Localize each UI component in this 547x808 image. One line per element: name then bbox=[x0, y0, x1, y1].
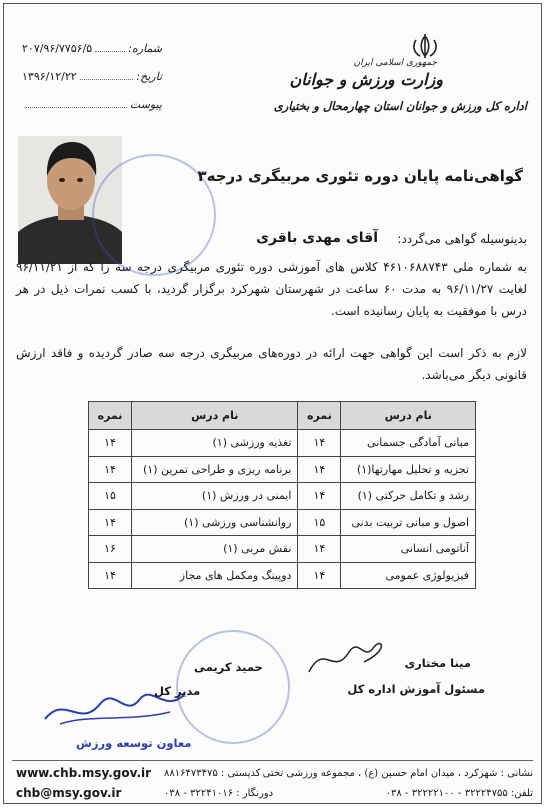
attachment-row bbox=[22, 98, 162, 111]
date-label: تاریخ: bbox=[136, 70, 162, 83]
certificate-page bbox=[3, 3, 542, 804]
course-cell: رشد و تکامل حرکتی (۱) bbox=[341, 483, 476, 510]
left-signature-scribble bbox=[40, 674, 190, 734]
date-row bbox=[22, 70, 162, 83]
course-cell: تغذیه ورزشی (۱) bbox=[132, 430, 298, 457]
left-signer-title: مدیر کل bbox=[154, 684, 201, 698]
score-header: نمره bbox=[298, 402, 341, 430]
course-cell: مبانی آمادگی جسمانی bbox=[341, 430, 476, 457]
score-cell: ۱۴ bbox=[298, 536, 341, 563]
course-cell: برنامه ریزی و طراحی تمرین (۱) bbox=[132, 456, 298, 483]
table-row bbox=[89, 483, 476, 510]
left-signer-name: حمید کریمی bbox=[194, 660, 263, 674]
directorate-title: اداره کل ورزش و جوانان استان چهارمحال و بختیاری bbox=[273, 99, 527, 113]
course-cell: روانشناسی ورزشی (۱) bbox=[132, 509, 298, 536]
course-cell: دوپینگ ومکمل های مجاز bbox=[132, 562, 298, 589]
certificate-notice: لازم به ذکر است این گواهی جهت ارائه در دوره‌های مربیگری درجه سه صادر گردیده و فاقد ارزش قانونی دیگر می‌باشد. bbox=[16, 346, 527, 382]
score-cell: ۱۴ bbox=[298, 430, 341, 457]
certificate-title: گواهی‌نامه پایان دوره تئوری مربیگری درجه۳ bbox=[197, 167, 523, 185]
number-value: ۲۰۷/۹۶/۷۷۵۶/۵ bbox=[22, 42, 93, 55]
attachment-label: پیوست bbox=[129, 98, 162, 111]
course-cell: ایمنی در ورزش (۱) bbox=[132, 483, 298, 510]
course-cell: نقش مربی (۱) bbox=[132, 536, 298, 563]
footer-divider bbox=[12, 760, 533, 761]
date-value: ۱۳۹۶/۱۲/۲۲ bbox=[22, 70, 77, 83]
course-cell: آناتومی انسانی bbox=[341, 536, 476, 563]
score-cell: ۱۴ bbox=[89, 456, 132, 483]
score-cell: ۱۴ bbox=[298, 483, 341, 510]
grades-table bbox=[88, 401, 476, 589]
certificate-intro: بدینوسیله گواهی می‌گردد: bbox=[397, 232, 527, 246]
right-signature-scribble bbox=[304, 632, 394, 682]
score-header: نمره bbox=[89, 402, 132, 430]
website-link[interactable]: www.chb.msy.gov.ir bbox=[16, 766, 152, 780]
course-cell: تجزیه و تحلیل مهارتها(۱) bbox=[341, 456, 476, 483]
table-row bbox=[89, 562, 476, 589]
score-cell: ۱۵ bbox=[89, 483, 132, 510]
score-cell: ۱۴ bbox=[89, 430, 132, 457]
right-signer-title: مسئول آموزش اداره کل bbox=[347, 682, 485, 696]
score-cell: ۱۴ bbox=[298, 562, 341, 589]
score-cell: ۱۶ bbox=[89, 536, 132, 563]
score-cell: ۱۵ bbox=[298, 509, 341, 536]
footer-phone: تلفن: ۳۲۲۲۴۷۵۵ - ۳۲۲۲۲۱۰۰ - ۰۳۸ bbox=[385, 788, 533, 799]
right-signer-name: مینا مختاری bbox=[404, 656, 471, 670]
footer-postal: کدپستی : ۸۸۱۶۴۷۳۴۷۵ bbox=[164, 768, 261, 779]
number-row bbox=[22, 42, 162, 55]
course-cell: اصول و مبانی تربیت بدنی bbox=[341, 509, 476, 536]
grades-header-row bbox=[89, 402, 476, 430]
recipient-name: آقای مهدی باقری bbox=[256, 230, 378, 246]
course-header: نام درس bbox=[341, 402, 476, 430]
ministry-title: وزارت ورزش و جوانان bbox=[289, 70, 443, 89]
table-row bbox=[89, 509, 476, 536]
footer-fax: دورنگار : ۳۲۲۴۱۰۱۶ - ۰۳۸ bbox=[164, 788, 274, 799]
left-signer-subtitle: معاون توسعه ورزش bbox=[76, 736, 192, 750]
course-header: نام درس bbox=[132, 402, 298, 430]
score-cell: ۱۴ bbox=[89, 509, 132, 536]
score-cell: ۱۴ bbox=[298, 456, 341, 483]
number-label: شماره: bbox=[128, 42, 162, 55]
certificate-paragraph: به شماره ملی ۴۶۱۰۶۸۸۷۴۳ کلاس های آموزشی دوره تئوری مربیگری درجه سه را که از ۹۶/۱۱/۲۱ لغایت ۹۶/۱۱/۲۷ به مدت ۶۰ ساعت در شهرستان شهرکرد برگزار گردید، با کسب نمرات ذیل در هر درس با موفقیت به پایان رسانیده است. bbox=[16, 260, 527, 318]
republic-title: جمهوری اسلامی ایران bbox=[353, 58, 437, 68]
table-row bbox=[89, 456, 476, 483]
iran-emblem-icon bbox=[408, 34, 442, 60]
email-link[interactable]: chb@msy.gov.ir bbox=[16, 786, 122, 800]
course-cell: فیزیولوژی عمومی bbox=[341, 562, 476, 589]
footer-address: نشانی : شهرکرد ، میدان امام حسین (ع) ، مجموعه ورزشی تختی bbox=[262, 768, 533, 779]
table-row bbox=[89, 536, 476, 563]
table-row bbox=[89, 430, 476, 457]
score-cell: ۱۴ bbox=[89, 562, 132, 589]
